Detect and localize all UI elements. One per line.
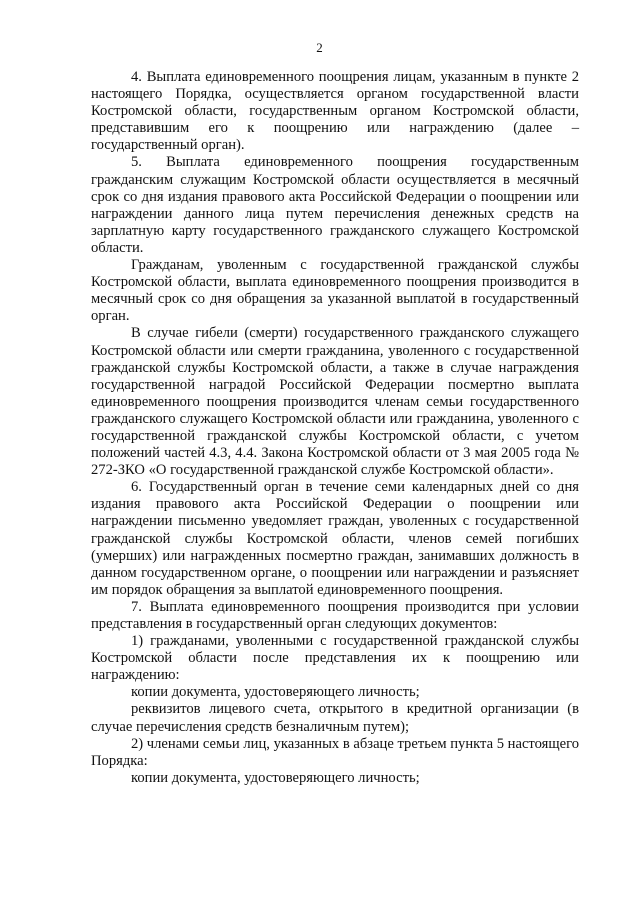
paragraph-dismissed-citizens: Гражданам, уволенным с государственной гражданской службы Костромской области, выплата единовременного поощрения производится в месячный срок со дня обращения за указанной выплатой в государственный орган. [91,257,579,325]
paragraph-identity-copy-2: копии документа, удостоверяющего личность; [131,769,420,786]
paragraph-subitem-2: 2) членами семьи лиц, указанных в абзаце третьем пункта 5 настоящего Порядка: [91,735,579,769]
paragraph-identity-copy: копии документа, удостоверяющего личность; [131,684,420,701]
paragraph-death-case: В случае гибели (смерти) государственного гражданского служащего Костромской области или смерти гражданина, уволенного с государственной гражданской службы Костромской области, а также в случае награждения государственной наградой Российской Федерации посмертно выплата единовременного поощрения производится членам семьи государственного гражданского служащего Костромской области или гражданина, уволенного с государственной гражданской службы Костромской области, с учетом положений частей 4.3, 4.4. Закона Костромской области от 3 мая 2005 года № 272-ЗКО «О государственной гражданской службе Костромской области». [91,325,579,479]
paragraph-item-5: 5. Выплата единовременного поощрения государственным гражданским служащим Костромской области осуществляется в месячный срок со дня издания правового акта Российской Федерации о поощрении или награждении данного лица путем перечисления денежных средств на зарплатную карту государственного гражданского служащего Костромской области. [91,154,579,256]
paragraph-item-7: 7. Выплата единовременного поощрения производится при условии представления в государственный орган следующих документов: [91,598,579,632]
paragraph-subitem-1: 1) гражданами, уволенными с государственной гражданской службы Костромской области после представления их к поощрению или награждению: [91,633,579,684]
document-body [91,69,579,787]
page-number: 2 [316,40,323,55]
paragraph-account-details: реквизитов лицевого счета, открытого в кредитной организации (в случае перечисления средств безналичным путем); [91,701,579,735]
paragraph-item-6: 6. Государственный орган в течение семи календарных дней со дня издания правового акта Российской Федерации о поощрении или награждении письменно уведомляет граждан, уволенных с государственной гражданской службы Костромской области, членов семей погибших (умерших) или награжденных посмертно граждан, занимавших должность в данном государственном органе, о поощрении или награждении и разъясняет им порядок обращения за выплатой единовременного поощрения. [91,479,579,598]
paragraph-item-4: 4. Выплата единовременного поощрения лицам, указанным в пункте 2 настоящего Порядка, осуществляется органом государственной власти Костромской области, государственным органом Костромской области, представившим его к поощрению или награждению (далее – государственный орган). [91,69,579,154]
